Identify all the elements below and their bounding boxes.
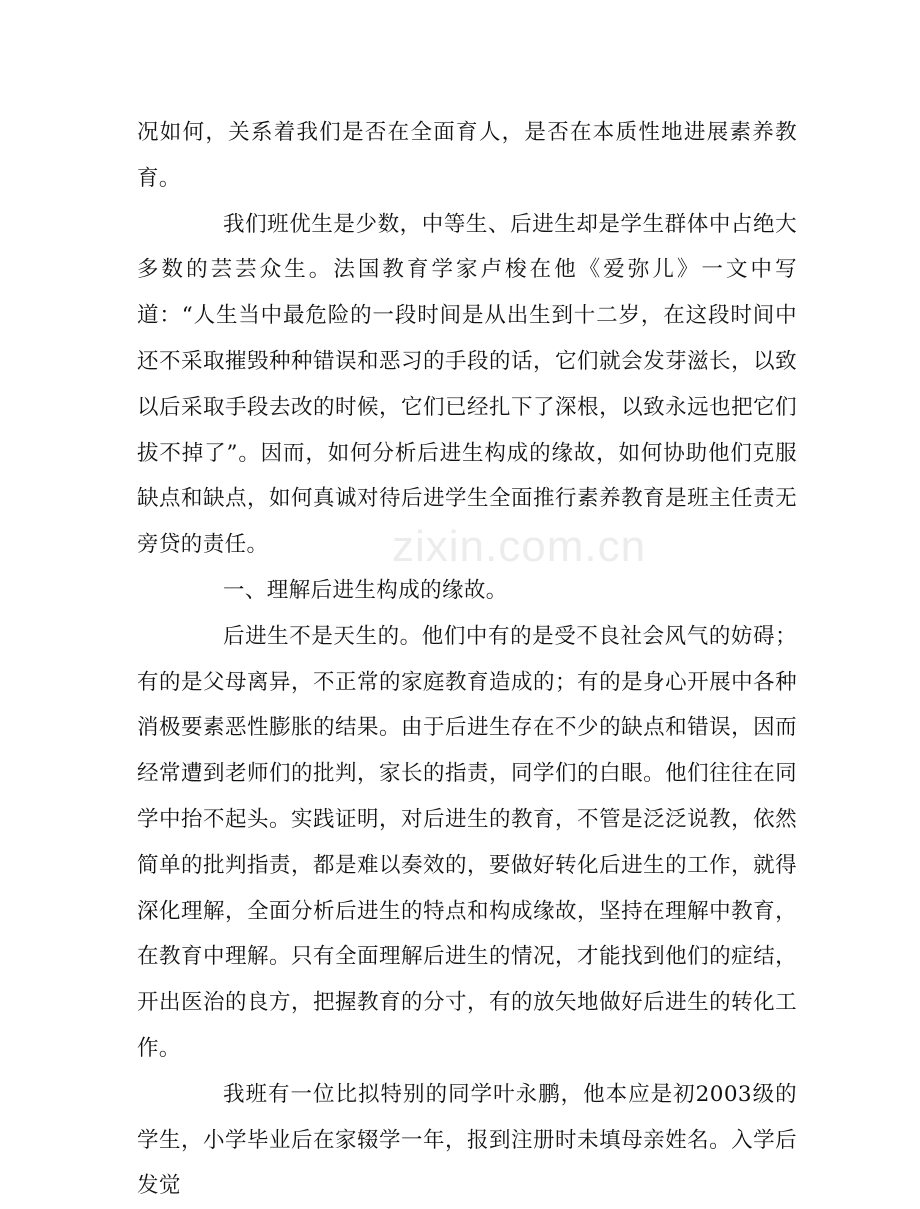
paragraph-causes: 后进生不是天生的。他们中有的是受不良社会风气的妨碍；有的是父母离异，不正常的家庭教育造成的；有的是身心开展中各种消极要素恶性膨胀的结果。由于后进生存在不少的缺点和错误，因而经常遭到老师们的批判，家长的指责，同学们的白眼。他们往往在同学中抬不起头。实践证明，对后进生的教育，不管是泛泛说教，依然简单的批判指责，都是难以奏效的，要做好转化后进生的工作，就得深化理解，全面分析后进生的特点和构成缘故，坚持在理解中教育，在教育中理解。只有全面理解后进生的情况，才能找到他们的症结，开出医治的良方，把握教育的分寸，有的放矢地做好后进生的转化工作。 xyxy=(137,623,797,1061)
section-heading-1: 一、理解后进生构成的缘故。 xyxy=(223,577,508,603)
document-body xyxy=(137,110,797,1209)
watermark: zixin.com.cn xyxy=(392,522,647,571)
paragraph-students-rousseau: 我们班优生是少数，中等生、后进生却是学生群体中占绝大多数的芸芸众生。法国教育学家卢梭在他《爱弥儿》一文中写道：“人生当中最危险的一段时间是从出生到十二岁，在这段时间中还不采取摧毁种种错误和恶习的手段的话，它们就会发芽滋长，以致以后采取手段去改的时候，它们已经扎下了深根，以致永远也把它们拔不掉了”。因而，如何分析后进生构成的缘故，如何协助他们克服缺点和缺点，如何真诚对待后进学生全面推行素养教育是班主任责无旁贷的责任。 xyxy=(137,211,797,558)
paragraph-example-student: 我班有一位比拟特别的同学叶永鹏，他本应是初2003级的学生，小学毕业后在家辍学一年，报到注册时未填母亲姓名。入学后发觉 xyxy=(137,1081,797,1199)
paragraph-continuation: 况如何，关系着我们是否在全面育人，是否在本质性地进展素养教育。 xyxy=(137,120,797,191)
